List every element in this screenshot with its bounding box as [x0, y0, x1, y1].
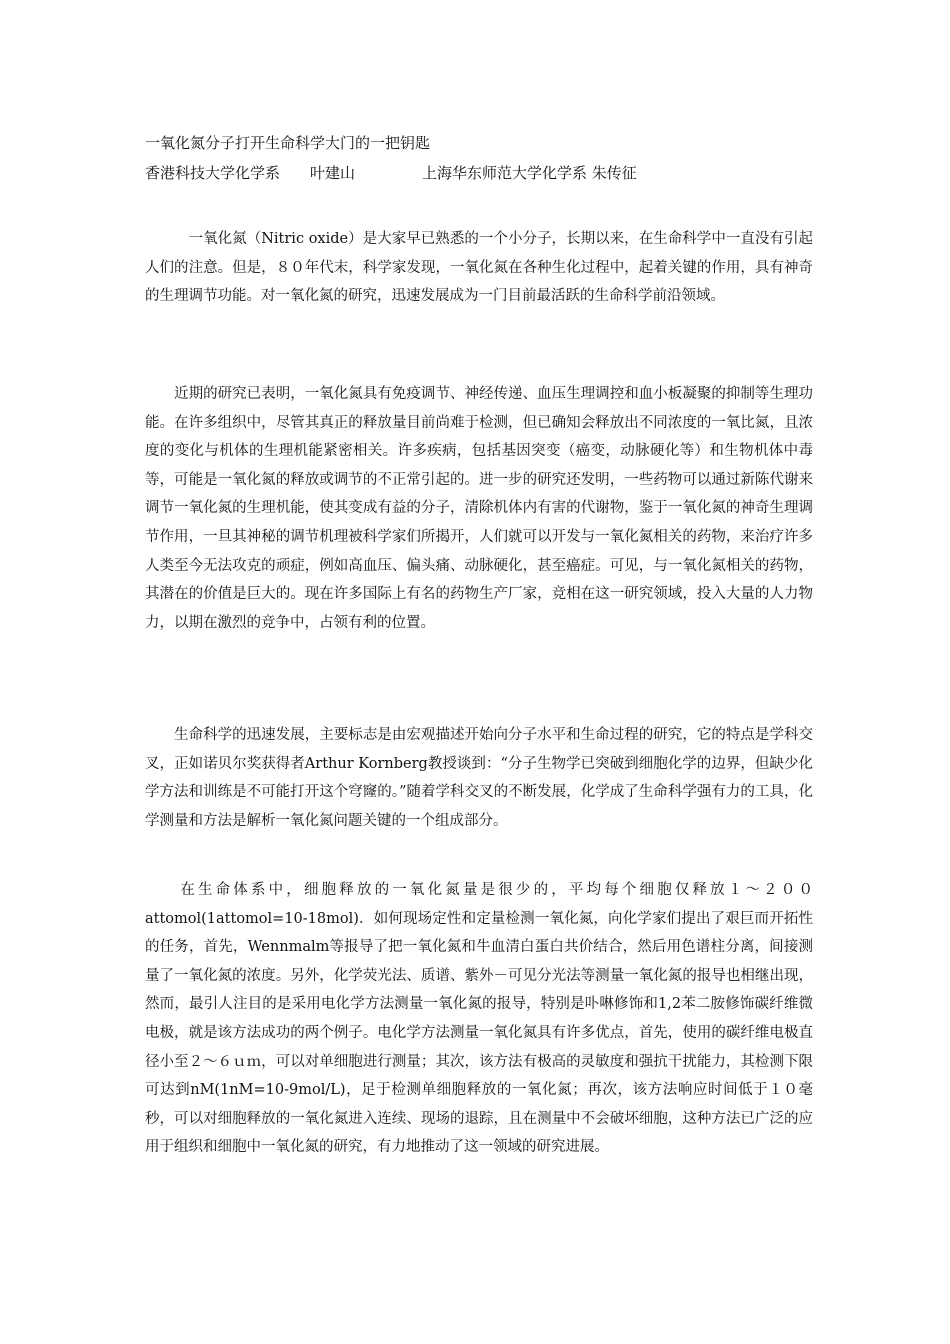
article-title: 一氧化氮分子打开生命科学大门的一把钥匙: [145, 134, 431, 152]
paragraph-detection: 在生命体系中，细胞释放的一氧化氮量是很少的，平均每个细胞仅释放１～２００attomol(1attomol=10-18mol)．如何现场定性和定量检测一氧化氮，向化学家们提出了艰巨而开拓性的任务，首先，Wennmalm等报导了把一氧化氮和牛血清白蛋白共价结合，然后用色谱柱分离，间接测量了一氧化氮的浓度。另外，化学荧光法、质谱、紫外－可见分光法等测量一氧化氮的报导也相继出现，然而，最引人注目的是采用电化学方法测量一氧化氮的报导，特别是卟啉修饰和1,2苯二胺修饰碳纤维微电极，就是该方法成功的两个例子。电化学方法测量一氧化氮具有许多优点，首先，使用的碳纤维电极直径小至２～６ｕｍ，可以对单细胞进行测量；其次，该方法有极高的灵敏度和强抗干扰能力，其检测下限可达到nM(1nM=10-9mol/L)，足于检测单细胞释放的一氧化氮；再次，该方法响应时间低于１０毫秒，可以对细胞释放的一氧化氮进入连续、现场的退踪，且在测量中不会破坏细胞，这种方法已广泛的应用于组织和细胞中一氧化氮的研究，有力地推动了这一领域的研究进展。: [145, 882, 813, 1156]
author-affiliation-hkust: 香港科技大学化学系: [145, 164, 281, 182]
paragraph-intro: 一氧化氮（Nitric oxide）是大家早已熟悉的一个小分子，长期以来，在生命科学中一直没有引起人们的注意。但是，８０年代末，科学家发现，一氧化氮在各种生化过程中，起着关键的作用，具有神奇的生理调节功能。对一氧化氮的研究，迅速发展成为一门目前最活跃的生命科学前沿领域。: [145, 231, 813, 305]
author-name-ye: 叶建山: [310, 164, 356, 182]
paragraph-interdisciplinary: 生命科学的迅速发展，主要标志是由宏观描述开始向分子水平和生命过程的研究，它的特点是学科交叉，正如诺贝尔奖获得者Arthur Kornberg教授谈到：“分子生物学已突破到细胞化学的边界，但缺少化学方法和训练是不可能打开这个穹窿的。”随着学科交叉的不断发展，化学成了生命科学强有力的工具，化学测量和方法是解析一氧化氮问题关键的一个组成部分。: [145, 727, 813, 829]
author-affiliation-ecnu: 上海华东师范大学化学系 朱传征: [422, 164, 637, 182]
author-line: [145, 161, 637, 185]
paragraph-physiology: 近期的研究已表明，一氧化氮具有免疫调节、神经传递、血压生理调控和血小板凝聚的抑制等生理功能。在许多组织中，尽管其真正的释放量目前尚难于检测，但已确知会释放出不同浓度的一氧比氮，且浓度的变化与机体的生理机能紧密相关。许多疾病，包括基因突变（癌变，动脉硬化等）和生物机体中毒等，可能是一氧化氮的释放或调节的不正常引起的。进一步的研究还发明，一些药物可以通过新陈代谢来调节一氧化氮的生理机能，使其变成有益的分子，清除机体内有害的代谢物，鉴于一氧化氮的神奇生理调节作用，一旦其神秘的调节机理被科学家们所揭开，人们就可以开发与一氧化氮相关的药物，来治疗许多人类至今无法攻克的顽症，例如高血压、偏头痛、动脉硬化，甚至癌症。可见，与一氧化氮相关的药物，其潜在的价值是巨大的。现在许多国际上有名的药物生产厂家，竞相在这一研究领域，投入大量的人力物力，以期在激烈的竞争中，占领有利的位置。: [145, 386, 813, 631]
